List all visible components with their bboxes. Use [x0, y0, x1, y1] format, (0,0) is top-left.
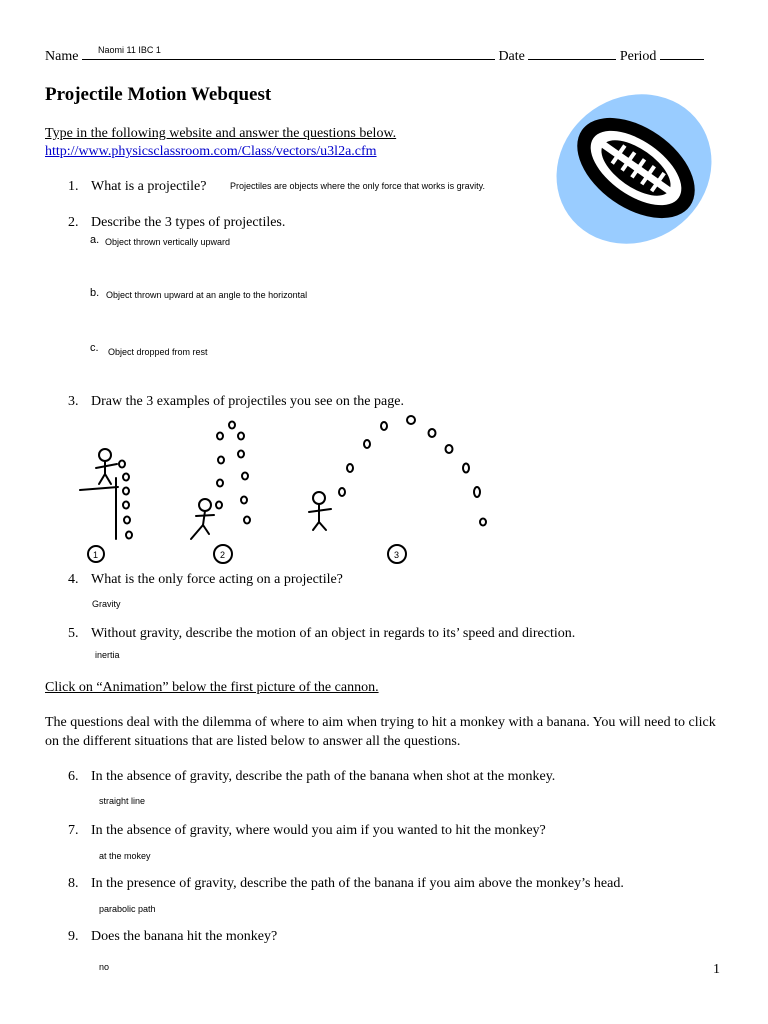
- question-8-number: 8.: [68, 876, 79, 891]
- question-6-answer: straight line: [99, 796, 146, 806]
- type-b-answer: Object thrown upward at an angle to the horizontal: [106, 290, 308, 300]
- date-label: Date: [498, 49, 525, 64]
- question-1-answer: Projectiles are objects where the only force that works is gravity.: [230, 181, 485, 191]
- period-blank: [660, 46, 704, 60]
- question-9-answer: no: [99, 962, 110, 972]
- type-c-letter: c.: [90, 342, 99, 354]
- question-4-text: What is the only force acting on a projectile?: [91, 572, 343, 587]
- question-1-number: 1.: [68, 179, 79, 194]
- type-c-answer: Object dropped from rest: [108, 347, 208, 357]
- animation-instruction: Click on “Animation” below the first picture of the cannon.: [45, 680, 379, 695]
- period-label: Period: [619, 49, 657, 64]
- question-4-answer: Gravity: [92, 599, 121, 609]
- sketch-1: [80, 449, 132, 562]
- type-a-answer: Object thrown vertically upward: [105, 237, 231, 247]
- question-9-number: 9.: [68, 929, 79, 944]
- question-9-text: Does the banana hit the monkey?: [91, 929, 278, 944]
- football-icon: [552, 94, 717, 244]
- question-5-answer: inertia: [95, 650, 120, 660]
- intro-instruction: Type in the following website and answer the questions below.: [45, 126, 397, 141]
- question-8-answer: parabolic path: [99, 904, 156, 914]
- type-a-letter: a.: [90, 234, 100, 246]
- sketch-label-2: 2: [220, 550, 226, 560]
- question-2-text: Describe the 3 types of projectiles.: [91, 215, 286, 230]
- sketch-2: [191, 422, 250, 564]
- question-3-text: Draw the 3 examples of projectiles you see on the page.: [91, 394, 404, 409]
- page-title: Projectile Motion Webquest: [45, 84, 272, 105]
- question-4-number: 4.: [68, 572, 79, 587]
- question-3-number: 3.: [68, 394, 79, 409]
- question-1-text: What is a projectile?: [91, 179, 207, 194]
- question-2-number: 2.: [68, 215, 79, 230]
- question-7-answer: at the mokey: [99, 851, 151, 861]
- projectile-sketch: [72, 412, 502, 570]
- name-label: Name: [45, 49, 79, 64]
- question-5-text: Without gravity, describe the motion of an object in regards to its’ speed and direction.: [91, 626, 576, 641]
- type-b-letter: b.: [90, 287, 100, 299]
- date-blank: [528, 46, 616, 60]
- question-7-text: In the absence of gravity, where would you aim if you wanted to hit the monkey?: [91, 823, 546, 838]
- question-7-number: 7.: [68, 823, 79, 838]
- monkey-paragraph: The questions deal with the dilemma of where to aim when trying to hit a monkey with a banana. You will need to click on the different situations that are listed below to answer all the questions.: [45, 715, 716, 749]
- name-value: Naomi 11 IBC 1: [98, 45, 161, 55]
- sketch-3: [309, 416, 486, 563]
- question-5-number: 5.: [68, 626, 79, 641]
- question-6-text: In the absence of gravity, describe the path of the banana when shot at the monkey.: [91, 769, 556, 784]
- question-6-number: 6.: [68, 769, 79, 784]
- sketch-label-3: 3: [394, 550, 400, 560]
- website-link[interactable]: http://www.physicsclassroom.com/Class/vectors/u3l2a.cfm: [45, 144, 377, 159]
- question-8-text: In the presence of gravity, describe the path of the banana if you aim above the monkey’s head.: [91, 876, 624, 891]
- page-number: 1: [713, 962, 720, 977]
- sketch-label-1: 1: [93, 550, 99, 560]
